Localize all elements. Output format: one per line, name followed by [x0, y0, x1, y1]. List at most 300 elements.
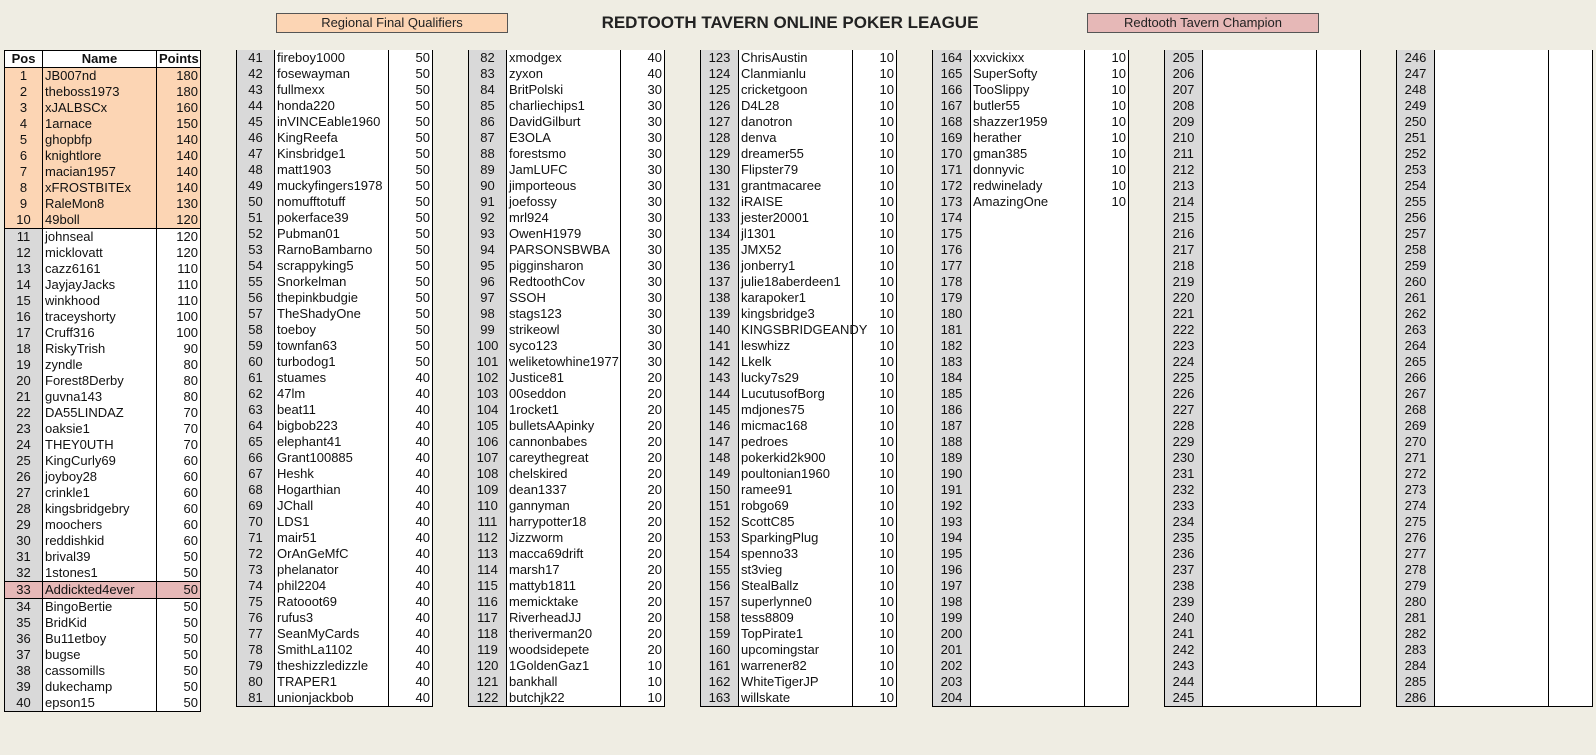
table-row — [237, 674, 433, 690]
player-name: Clanmianlu — [739, 66, 853, 82]
position-cell: 140 — [701, 322, 739, 338]
position-cell: 214 — [1165, 194, 1203, 210]
points-cell — [1549, 290, 1593, 306]
player-name: warrener82 — [739, 658, 853, 674]
points-cell — [1549, 146, 1593, 162]
table-row — [469, 450, 665, 466]
position-cell: 135 — [701, 242, 739, 258]
points-cell: 30 — [621, 354, 665, 370]
table-row — [5, 293, 201, 309]
table-row — [701, 82, 897, 98]
table-row — [469, 658, 665, 674]
table-row — [1397, 194, 1593, 210]
position-cell: 79 — [237, 658, 275, 674]
table-row — [1165, 258, 1361, 274]
player-name: knightlore — [43, 148, 157, 164]
table-row — [1397, 434, 1593, 450]
table-row — [1397, 338, 1593, 354]
position-cell: 234 — [1165, 514, 1203, 530]
player-name — [1435, 450, 1549, 466]
points-cell: 10 — [853, 402, 897, 418]
points-cell — [1317, 162, 1361, 178]
points-cell: 20 — [621, 402, 665, 418]
points-cell: 50 — [389, 130, 433, 146]
player-name: mrl924 — [507, 210, 621, 226]
position-cell: 14 — [5, 277, 43, 293]
table-row — [469, 418, 665, 434]
table-row — [701, 130, 897, 146]
player-name: harrypotter18 — [507, 514, 621, 530]
standings-column — [4, 50, 201, 712]
position-cell: 195 — [933, 546, 971, 562]
pos-header: Pos — [5, 51, 43, 68]
player-name: charliechips1 — [507, 98, 621, 114]
table-row — [1165, 626, 1361, 642]
player-name: KINGSBRIDGEANDY — [739, 322, 853, 338]
points-cell — [1549, 210, 1593, 226]
player-name — [1203, 450, 1317, 466]
table-row — [237, 226, 433, 242]
position-cell: 13 — [5, 261, 43, 277]
position-cell: 78 — [237, 642, 275, 658]
points-cell — [1549, 594, 1593, 610]
position-cell: 190 — [933, 466, 971, 482]
position-cell: 21 — [5, 389, 43, 405]
position-cell: 200 — [933, 626, 971, 642]
position-cell: 209 — [1165, 114, 1203, 130]
position-cell: 216 — [1165, 226, 1203, 242]
table-row — [933, 514, 1129, 530]
table-row — [5, 325, 201, 341]
table-row — [701, 178, 897, 194]
table-row — [5, 100, 201, 116]
points-cell — [1549, 450, 1593, 466]
points-cell: 30 — [621, 338, 665, 354]
player-name: stuames — [275, 370, 389, 386]
position-cell: 181 — [933, 322, 971, 338]
player-name: winkhood — [43, 293, 157, 309]
position-cell: 170 — [933, 146, 971, 162]
points-cell — [1085, 466, 1129, 482]
position-cell: 88 — [469, 146, 507, 162]
table-row — [5, 132, 201, 148]
player-name: toeboy — [275, 322, 389, 338]
player-name: 1arnace — [43, 116, 157, 132]
position-cell: 101 — [469, 354, 507, 370]
points-cell: 40 — [389, 514, 433, 530]
points-cell — [1085, 370, 1129, 386]
points-cell: 10 — [853, 226, 897, 242]
table-row — [1397, 82, 1593, 98]
player-name — [971, 258, 1085, 274]
points-cell: 100 — [157, 325, 201, 341]
player-name — [1435, 82, 1549, 98]
table-row — [933, 626, 1129, 642]
player-name — [971, 434, 1085, 450]
points-cell: 40 — [389, 626, 433, 642]
table-row — [237, 466, 433, 482]
player-name — [1203, 370, 1317, 386]
points-cell: 30 — [621, 82, 665, 98]
player-name — [1203, 50, 1317, 66]
table-row — [1165, 130, 1361, 146]
points-cell: 20 — [621, 594, 665, 610]
player-name: 49boll — [43, 212, 157, 229]
table-row — [5, 453, 201, 469]
player-name — [1203, 434, 1317, 450]
points-cell — [1549, 322, 1593, 338]
position-cell: 161 — [701, 658, 739, 674]
points-cell: 20 — [621, 466, 665, 482]
position-cell: 243 — [1165, 658, 1203, 674]
player-name — [971, 530, 1085, 546]
player-name: oaksie1 — [43, 421, 157, 437]
player-name: JB007nd — [43, 68, 157, 85]
table-row — [701, 642, 897, 658]
points-cell: 10 — [1085, 82, 1129, 98]
player-name: pokerface39 — [275, 210, 389, 226]
table-row — [5, 261, 201, 277]
player-name — [1435, 578, 1549, 594]
points-cell — [1317, 306, 1361, 322]
table-row — [701, 594, 897, 610]
player-name: Addickted4ever — [43, 582, 157, 599]
position-cell: 160 — [701, 642, 739, 658]
position-cell: 239 — [1165, 594, 1203, 610]
position-cell: 67 — [237, 466, 275, 482]
table-row — [237, 482, 433, 498]
table-row — [469, 674, 665, 690]
points-cell — [1085, 418, 1129, 434]
player-name — [1435, 690, 1549, 707]
position-cell: 96 — [469, 274, 507, 290]
player-name — [1435, 482, 1549, 498]
points-cell: 10 — [853, 514, 897, 530]
position-cell: 15 — [5, 293, 43, 309]
points-cell — [1549, 642, 1593, 658]
player-name: TopPirate1 — [739, 626, 853, 642]
player-name: denva — [739, 130, 853, 146]
player-name: epson15 — [43, 695, 157, 712]
table-row — [1397, 578, 1593, 594]
player-name: Cruff316 — [43, 325, 157, 341]
position-cell: 147 — [701, 434, 739, 450]
table-row — [933, 66, 1129, 82]
table-row — [701, 546, 897, 562]
player-name: WhiteTigerJP — [739, 674, 853, 690]
table-row — [701, 290, 897, 306]
player-name — [1203, 274, 1317, 290]
table-row — [5, 245, 201, 261]
table-row — [5, 357, 201, 373]
player-name: cricketgoon — [739, 82, 853, 98]
points-cell: 40 — [389, 594, 433, 610]
player-name: jimporteous — [507, 178, 621, 194]
player-name: poultonian1960 — [739, 466, 853, 482]
table-row — [1165, 322, 1361, 338]
table-row — [1165, 530, 1361, 546]
position-cell: 172 — [933, 178, 971, 194]
player-name: beat11 — [275, 402, 389, 418]
player-name — [971, 226, 1085, 242]
position-cell: 138 — [701, 290, 739, 306]
position-cell: 19 — [5, 357, 43, 373]
player-name: THEY0UTH — [43, 437, 157, 453]
player-name: SeanMyCards — [275, 626, 389, 642]
player-name: Pubman01 — [275, 226, 389, 242]
table-row — [933, 306, 1129, 322]
name-header: Name — [43, 51, 157, 68]
position-cell: 77 — [237, 626, 275, 642]
table-row — [237, 322, 433, 338]
position-cell: 17 — [5, 325, 43, 341]
table-row — [933, 242, 1129, 258]
player-name: careythegreat — [507, 450, 621, 466]
position-cell: 108 — [469, 466, 507, 482]
points-cell — [1085, 642, 1129, 658]
points-cell: 10 — [1085, 130, 1129, 146]
position-cell: 10 — [5, 212, 43, 229]
position-cell: 112 — [469, 530, 507, 546]
points-cell — [1317, 194, 1361, 210]
position-cell: 201 — [933, 642, 971, 658]
points-cell — [1549, 242, 1593, 258]
points-cell: 30 — [621, 194, 665, 210]
table-row — [237, 402, 433, 418]
position-cell: 262 — [1397, 306, 1435, 322]
points-cell: 20 — [621, 386, 665, 402]
points-cell: 30 — [621, 306, 665, 322]
points-cell: 30 — [621, 114, 665, 130]
points-cell: 10 — [1085, 146, 1129, 162]
player-name — [1435, 370, 1549, 386]
position-cell: 211 — [1165, 146, 1203, 162]
points-cell — [1317, 546, 1361, 562]
position-cell: 184 — [933, 370, 971, 386]
table-row — [933, 658, 1129, 674]
position-cell: 269 — [1397, 418, 1435, 434]
position-cell: 107 — [469, 450, 507, 466]
position-cell: 1 — [5, 68, 43, 85]
position-cell: 119 — [469, 642, 507, 658]
position-cell: 86 — [469, 114, 507, 130]
player-name: marsh17 — [507, 562, 621, 578]
table-row — [5, 485, 201, 501]
player-name: RiverheadJJ — [507, 610, 621, 626]
position-cell: 192 — [933, 498, 971, 514]
points-cell — [1085, 578, 1129, 594]
points-cell: 80 — [157, 373, 201, 389]
points-cell — [1317, 130, 1361, 146]
points-cell — [1085, 482, 1129, 498]
points-cell: 10 — [853, 386, 897, 402]
table-row — [1165, 658, 1361, 674]
player-name: dean1337 — [507, 482, 621, 498]
player-name: jl1301 — [739, 226, 853, 242]
player-name: pedroes — [739, 434, 853, 450]
player-name: redwinelady — [971, 178, 1085, 194]
player-name: Grant100885 — [275, 450, 389, 466]
points-cell: 80 — [157, 357, 201, 373]
position-cell: 280 — [1397, 594, 1435, 610]
position-cell: 143 — [701, 370, 739, 386]
position-cell: 70 — [237, 514, 275, 530]
player-name — [971, 418, 1085, 434]
player-name — [1435, 194, 1549, 210]
position-cell: 283 — [1397, 642, 1435, 658]
position-cell: 144 — [701, 386, 739, 402]
position-cell: 46 — [237, 130, 275, 146]
position-cell: 274 — [1397, 498, 1435, 514]
table-row — [1165, 306, 1361, 322]
player-name — [1435, 594, 1549, 610]
table-row — [5, 679, 201, 695]
position-cell: 27 — [5, 485, 43, 501]
points-cell — [1549, 50, 1593, 66]
player-name: guvna143 — [43, 389, 157, 405]
position-cell: 226 — [1165, 386, 1203, 402]
player-name: traceyshorty — [43, 309, 157, 325]
position-cell: 24 — [5, 437, 43, 453]
position-cell: 165 — [933, 66, 971, 82]
position-cell: 194 — [933, 530, 971, 546]
points-cell: 10 — [853, 594, 897, 610]
player-name — [1203, 690, 1317, 707]
player-name — [971, 498, 1085, 514]
points-cell: 10 — [853, 114, 897, 130]
table-row — [469, 402, 665, 418]
player-name — [971, 338, 1085, 354]
player-name — [1435, 130, 1549, 146]
table-row — [5, 695, 201, 712]
table-row — [1397, 626, 1593, 642]
points-cell: 40 — [389, 498, 433, 514]
points-cell — [1085, 290, 1129, 306]
points-cell — [1085, 674, 1129, 690]
position-cell: 276 — [1397, 530, 1435, 546]
table-row — [1165, 338, 1361, 354]
points-cell: 10 — [1085, 50, 1129, 66]
points-cell — [1317, 386, 1361, 402]
player-name — [1203, 258, 1317, 274]
points-cell: 10 — [853, 258, 897, 274]
player-name — [1203, 82, 1317, 98]
player-name: phelanator — [275, 562, 389, 578]
points-cell: 50 — [389, 226, 433, 242]
player-name: herather — [971, 130, 1085, 146]
position-cell: 228 — [1165, 418, 1203, 434]
table-row — [701, 434, 897, 450]
position-cell: 133 — [701, 210, 739, 226]
position-cell: 227 — [1165, 402, 1203, 418]
position-cell: 142 — [701, 354, 739, 370]
table-row — [1165, 370, 1361, 386]
position-cell: 102 — [469, 370, 507, 386]
table-row — [5, 517, 201, 533]
standings-column — [700, 50, 897, 707]
points-cell — [1317, 626, 1361, 642]
position-cell: 3 — [5, 100, 43, 116]
table-row — [933, 322, 1129, 338]
table-row — [5, 533, 201, 549]
position-cell: 56 — [237, 290, 275, 306]
position-cell: 104 — [469, 402, 507, 418]
table-row — [933, 114, 1129, 130]
position-cell: 12 — [5, 245, 43, 261]
position-cell: 210 — [1165, 130, 1203, 146]
points-cell — [1085, 322, 1129, 338]
position-cell: 207 — [1165, 82, 1203, 98]
player-name: KingReefa — [275, 130, 389, 146]
points-cell: 10 — [853, 146, 897, 162]
position-cell: 154 — [701, 546, 739, 562]
points-cell: 40 — [389, 402, 433, 418]
points-cell — [1549, 482, 1593, 498]
table-row — [5, 647, 201, 663]
table-row — [1165, 514, 1361, 530]
table-row — [237, 370, 433, 386]
position-cell: 206 — [1165, 66, 1203, 82]
table-row — [5, 148, 201, 164]
points-cell — [1085, 306, 1129, 322]
points-cell: 140 — [157, 164, 201, 180]
player-name — [1203, 178, 1317, 194]
position-cell: 58 — [237, 322, 275, 338]
player-name: micmac168 — [739, 418, 853, 434]
position-cell: 141 — [701, 338, 739, 354]
position-cell: 53 — [237, 242, 275, 258]
points-cell — [1549, 258, 1593, 274]
player-name: kingsbridge3 — [739, 306, 853, 322]
player-name — [1203, 466, 1317, 482]
player-name: DA55LINDAZ — [43, 405, 157, 421]
position-cell: 82 — [469, 50, 507, 66]
points-cell: 30 — [621, 274, 665, 290]
table-row — [237, 434, 433, 450]
points-cell — [1549, 658, 1593, 674]
table-row — [469, 178, 665, 194]
points-cell: 180 — [157, 84, 201, 100]
player-name — [971, 322, 1085, 338]
points-cell: 20 — [621, 498, 665, 514]
table-row — [469, 210, 665, 226]
table-row — [701, 370, 897, 386]
points-cell — [1549, 306, 1593, 322]
position-cell: 252 — [1397, 146, 1435, 162]
points-cell: 50 — [389, 258, 433, 274]
position-cell: 139 — [701, 306, 739, 322]
points-cell — [1317, 450, 1361, 466]
position-cell: 134 — [701, 226, 739, 242]
points-cell: 10 — [853, 418, 897, 434]
player-name: iRAISE — [739, 194, 853, 210]
table-row — [1165, 210, 1361, 226]
position-cell: 42 — [237, 66, 275, 82]
table-row — [237, 258, 433, 274]
table-row — [1165, 66, 1361, 82]
player-name — [971, 482, 1085, 498]
points-cell: 10 — [853, 642, 897, 658]
position-cell: 30 — [5, 533, 43, 549]
table-row — [1397, 642, 1593, 658]
points-cell: 20 — [621, 610, 665, 626]
position-cell: 182 — [933, 338, 971, 354]
position-cell: 168 — [933, 114, 971, 130]
table-row — [1165, 242, 1361, 258]
table-row — [1165, 482, 1361, 498]
points-cell — [1549, 690, 1593, 707]
position-cell: 237 — [1165, 562, 1203, 578]
